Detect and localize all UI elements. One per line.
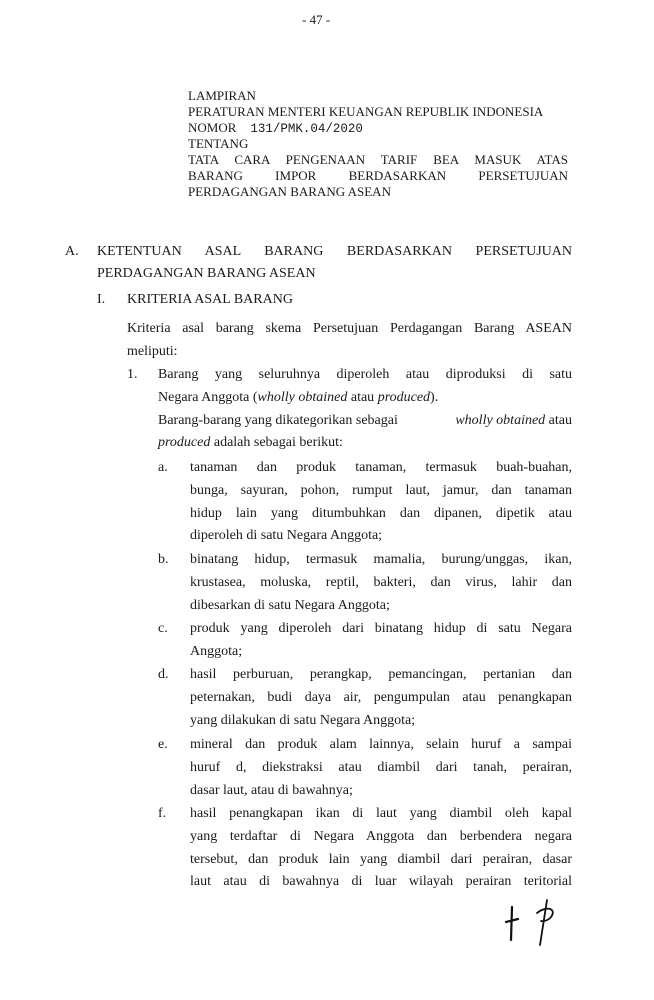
subitem-line: tanaman dan produk tanaman, termasuk buah-buahan, [190, 460, 572, 475]
subitem-label: d. [158, 667, 169, 682]
paragraph-line: meliputi: [127, 344, 178, 359]
subitem-line: hidup lain yang ditumbuhkan dan dipanen, dipetik atau [190, 505, 572, 521]
subitem-line: hasil perburuan, perangkap, pemancingan, pertanian dan [190, 667, 572, 682]
item-label: 1. [127, 367, 138, 382]
subsection-label: I. [97, 292, 106, 307]
subitem-line: bunga, sayuran, pohon, rumput laut, jamur, dan tanaman [190, 482, 572, 498]
subitem-label: f. [158, 806, 167, 821]
subitem-line: binatang hidup, termasuk mamalia, burung/unggas, ikan, [190, 552, 572, 567]
header-line: PERDAGANGAN BARANG ASEAN [188, 184, 391, 199]
text: atau [545, 413, 572, 428]
text: Barang-barang yang dikategorikan sebagai [158, 413, 402, 428]
signature-initials [495, 895, 575, 950]
section-label: A. [65, 244, 79, 259]
subitem-line: dasar laut, atau di bawahnya; [190, 782, 353, 798]
paragraph-line: Barang yang seluruhnya diperoleh atau diproduksi di satu [158, 367, 572, 382]
subitem-line: diperoleh di satu Negara Anggota; [190, 528, 383, 544]
italic-term: wholly obtained [257, 390, 348, 405]
italic-term: produced [377, 390, 431, 405]
subitem-label: b. [158, 552, 169, 567]
subitem-label: a. [158, 460, 168, 475]
subitem-label: e. [158, 737, 168, 752]
subitem-label: c. [158, 621, 168, 636]
header-line: LAMPIRAN [188, 88, 256, 103]
header-line: TATA CARA PENGENAAN TARIF BEA MASUK ATAS [188, 152, 568, 167]
paragraph-line [158, 434, 343, 452]
subitem-line: produk yang diperoleh dari binatang hidup di satu Negara [190, 621, 572, 636]
subitem-line: yang terdaftar di Negara Anggota dan berbendera negara [190, 828, 572, 844]
text: Negara Anggota ( [158, 390, 258, 405]
text: adalah sebagai berikut: [210, 435, 343, 450]
paragraph-line [158, 389, 438, 407]
subitem-line: huruf d, diekstraksi atau diambil dari tanah, perairan, [190, 759, 572, 775]
section-title: PERDAGANGAN BARANG ASEAN [97, 266, 316, 281]
subitem-line: krustasea, moluska, reptil, bakteri, dan virus, lahir dan [190, 574, 572, 590]
subitem-line: peternakan, budi daya air, pengumpulan atau penangkapan [190, 689, 572, 705]
text: ). [430, 390, 439, 405]
italic-term: produced [158, 435, 211, 450]
subitem-line: mineral dan produk alam lainnya, selain huruf a sampai [190, 737, 572, 752]
section-title: KETENTUAN ASAL BARANG BERDASARKAN PERSETUJUAN [97, 244, 572, 259]
header-line: PERATURAN MENTERI KEUANGAN REPUBLIK INDONESIA [188, 104, 544, 119]
paragraph-line [158, 412, 572, 430]
header-line: BARANG IMPOR BERDASARKAN PERSETUJUAN [188, 168, 568, 183]
subitem-line: hasil penangkapan ikan di laut yang diambil oleh kapal [190, 806, 572, 821]
page-number: - 47 - [302, 12, 331, 27]
nomor-label: NOMOR [188, 120, 237, 135]
italic-term: wholly obtained [455, 413, 546, 428]
subitem-line: tersebut, dan produk lain yang diambil dari perairan, dasar [190, 851, 572, 867]
header-line: TENTANG [188, 136, 249, 151]
text: atau [347, 390, 378, 405]
paragraph-line: Kriteria asal barang skema Persetujuan Perdagangan Barang ASEAN [127, 321, 572, 336]
subitem-line: Anggota; [190, 643, 243, 659]
header-line [188, 120, 568, 137]
subsection-title: KRITERIA ASAL BARANG [127, 292, 293, 307]
subitem-line: dibesarkan di satu Negara Anggota; [190, 597, 390, 613]
subitem-line: yang dilakukan di satu Negara Anggota; [190, 712, 416, 728]
nomor-value: 131/PMK.04/2020 [250, 122, 363, 136]
subitem-line: laut atau di bawahnya di luar wilayah perairan teritorial [190, 874, 572, 890]
